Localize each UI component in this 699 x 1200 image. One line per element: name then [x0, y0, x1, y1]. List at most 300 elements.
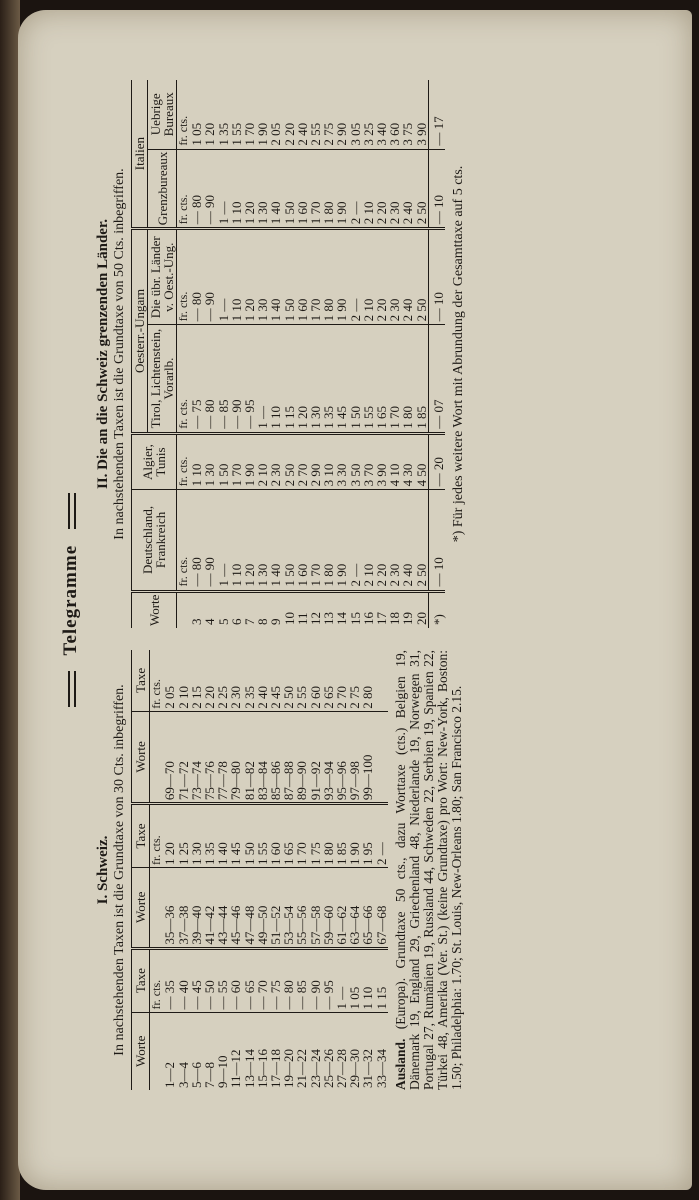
- grenzbureaux-cell: 1 40: [269, 149, 282, 229]
- table-row: [361, 650, 374, 1090]
- taxe-cell: 2 55: [295, 650, 308, 711]
- worte-cell: 55—56: [295, 867, 308, 948]
- oe-other-cell: 2 30: [388, 229, 401, 325]
- section2-subtitle: In nachstehenden Taxen ist die Grundtaxe von 50 Cts. inbegriffen.: [112, 168, 127, 540]
- worte-cell: 33—34: [373, 1049, 389, 1088]
- unit-cell: fr. cts.: [177, 325, 191, 433]
- worte-cell: 83—84: [256, 711, 269, 803]
- worte-cell: 19: [400, 612, 416, 625]
- taxe-cell: 1 30: [190, 804, 203, 868]
- taxe-cell: — 90: [309, 948, 322, 1012]
- worte-cell: 87—88: [282, 711, 295, 803]
- deutschland-cell: 2 10: [362, 490, 375, 591]
- oe-other-cell: 1 20: [243, 229, 256, 325]
- grenzbureaux-cell: 1 30: [256, 149, 269, 229]
- uebrige-cell: 2 75: [322, 80, 335, 149]
- oe-other-cell: — 10: [428, 229, 445, 325]
- oe-other-cell: 1 —: [217, 229, 230, 325]
- uebrige-cell: 3 05: [349, 80, 362, 149]
- taxe-cell: 2 80: [361, 650, 374, 711]
- tirol-cell: — 85: [217, 325, 230, 433]
- worte-cell: 93—94: [322, 711, 335, 803]
- worte-cell: 4: [202, 618, 218, 625]
- taxe-cell: 2 50: [282, 650, 295, 711]
- oe-other-cell: 1 70: [309, 229, 322, 325]
- deutschland-cell: 2 30: [388, 490, 401, 591]
- table-row: [335, 80, 348, 628]
- table-row: [190, 80, 203, 628]
- taxe-cell: 2 —: [375, 804, 388, 868]
- taxe-cell: 1 25: [177, 804, 190, 868]
- tirol-cell: 1 35: [322, 325, 335, 433]
- table-row: [349, 80, 362, 628]
- uebrige-cell: 1 70: [243, 80, 256, 149]
- grenzbureaux-cell: 1 20: [243, 149, 256, 229]
- table-row: [243, 80, 256, 628]
- taxe-cell: — 55: [216, 948, 229, 1012]
- worte-cell: 59—60: [322, 867, 335, 948]
- grenzbureaux-cell: 1 50: [283, 149, 296, 229]
- unit-cell: [150, 1012, 164, 1090]
- uebrige-cell: 3 90: [415, 80, 429, 149]
- uebrige-cell: 3 60: [388, 80, 401, 149]
- table-row: [203, 80, 216, 628]
- deutschland-cell: 1 50: [283, 490, 296, 591]
- worte-cell: 10: [281, 612, 297, 625]
- oe-other-cell: 1 90: [335, 229, 348, 325]
- taxe-cell: 2 15: [190, 650, 203, 711]
- worte-cell: 27—28: [334, 1049, 350, 1088]
- algier-cell: 2 50: [283, 433, 296, 490]
- uebrige-cell: 3 25: [362, 80, 375, 149]
- tirol-cell: — 95: [243, 325, 256, 433]
- tirol-cell: 1 15: [283, 325, 296, 433]
- taxe-cell: 2 10: [177, 650, 190, 711]
- worte-cell: 23—24: [307, 1049, 323, 1088]
- group-oesterreich: Oesterr.-Ungarn: [132, 229, 148, 434]
- taxe-cell: 1 85: [335, 804, 348, 868]
- algier-cell: 2 70: [296, 433, 309, 490]
- worte-cell: *): [428, 591, 445, 628]
- deutschland-cell: 1 —: [217, 490, 230, 591]
- worte-cell: 41—42: [203, 867, 216, 948]
- uebrige-cell: — 17: [428, 80, 445, 149]
- table-row: [256, 80, 269, 628]
- worte-cell: 3—4: [175, 1062, 191, 1088]
- uebrige-cell: 2 20: [283, 80, 296, 149]
- unit-cell: fr. cts.: [177, 229, 191, 325]
- taxe-cell: — 60: [229, 948, 242, 1012]
- uebrige-cell: 1 35: [217, 80, 230, 149]
- worte-cell: 91—92: [309, 711, 322, 803]
- uebrige-cell: 2 40: [296, 80, 309, 149]
- uebrige-cell: 3 40: [375, 80, 388, 149]
- uebrige-cell: 2 90: [335, 80, 348, 149]
- worte-cell: 39—40: [190, 867, 203, 948]
- worte-cell: 5: [215, 618, 231, 625]
- algier-cell: — 20: [428, 433, 445, 490]
- table-row: [309, 80, 322, 628]
- uebrige-cell: 1 05: [190, 80, 203, 149]
- worte-cell: 37—38: [177, 867, 190, 948]
- algier-cell: 2 30: [269, 433, 282, 490]
- worte-cell: 89—90: [295, 711, 308, 803]
- tirol-cell: — 80: [203, 325, 216, 433]
- section2-footnote: *) Für jedes weitere Wort mit Abrundung der Gesamttaxe auf 5 cts.: [451, 165, 467, 543]
- table-row: [309, 650, 322, 1090]
- worte-cell: 15—16: [254, 1049, 270, 1088]
- oe-other-cell: 1 60: [296, 229, 309, 325]
- worte-cell: 17: [374, 612, 390, 625]
- table-header-row: [132, 650, 150, 1090]
- worte-cell: 77—78: [216, 711, 229, 803]
- col-taxe: Taxe: [132, 650, 150, 711]
- worte-cell: 65—66: [361, 867, 374, 948]
- table-row: [388, 80, 401, 628]
- oe-other-cell: 2 10: [362, 229, 375, 325]
- taxe-cell: 2 35: [243, 650, 256, 711]
- oe-other-cell: 1 30: [256, 229, 269, 325]
- worte-cell: 47—48: [243, 867, 256, 948]
- grenzbureaux-cell: 2 40: [401, 149, 414, 229]
- table-row: [296, 80, 309, 628]
- algier-cell: 3 10: [322, 433, 335, 490]
- grenzbureaux-cell: 1 —: [217, 149, 230, 229]
- deutschland-cell: 2 —: [349, 490, 362, 591]
- unit-row: [150, 650, 164, 1090]
- grenzbureaux-cell: 2 50: [415, 149, 429, 229]
- algier-cell: 4 30: [401, 433, 414, 490]
- worte-cell: 18: [387, 612, 403, 625]
- taxe-cell: 1 50: [243, 804, 256, 868]
- tirol-cell: — 07: [428, 325, 445, 433]
- worte-cell: 43—44: [216, 867, 229, 948]
- taxe-cell: 1 —: [335, 948, 348, 1012]
- grenzbureaux-cell: 2 —: [349, 149, 362, 229]
- title-ornament-right: [68, 493, 76, 529]
- taxe-cell: 1 10: [361, 948, 374, 1012]
- unit-cell: fr. cts.: [177, 80, 191, 149]
- oe-other-cell: 1 80: [322, 229, 335, 325]
- algier-cell: 2 90: [309, 433, 322, 490]
- worte-cell: 12: [308, 612, 324, 625]
- taxe-cell: — 70: [256, 948, 269, 1012]
- algier-cell: 1 10: [190, 433, 203, 490]
- taxe-cell: 2 40: [256, 650, 269, 711]
- worte-cell: 6: [228, 618, 244, 625]
- taxe-cell: — 65: [243, 948, 256, 1012]
- group-italien: Italien: [132, 80, 148, 229]
- col-taxe: Taxe: [132, 804, 150, 868]
- worte-cell: 73—74: [190, 711, 203, 803]
- grenzbureaux-cell: — 90: [203, 149, 216, 229]
- algier-cell: 2 10: [256, 433, 269, 490]
- algier-cell: 1 50: [217, 433, 230, 490]
- grenzbureaux-cell: 2 20: [375, 149, 388, 229]
- grenzbureaux-cell: — 10: [428, 149, 445, 229]
- table-row: [243, 650, 256, 1090]
- page-title: [60, 0, 82, 1200]
- taxe-cell: 1 60: [269, 804, 282, 868]
- oe-other-cell: — 80: [190, 229, 203, 325]
- worte-cell: 51—52: [269, 867, 282, 948]
- oe-other-cell: 2 40: [401, 229, 414, 325]
- taxe-cell: 1 80: [322, 804, 335, 868]
- taxe-cell: 1 75: [309, 804, 322, 868]
- tirol-cell: 1 50: [349, 325, 362, 433]
- tirol-cell: 1 65: [375, 325, 388, 433]
- table-row: [177, 650, 190, 1090]
- section1-subtitle: In nachstehenden Taxen ist die Grundtaxe von 30 Cts. inbegriffen.: [112, 684, 127, 1056]
- table-row: [230, 80, 243, 628]
- worte-cell: 19—20: [281, 1049, 297, 1088]
- deutschland-cell: — 10: [428, 490, 445, 591]
- grenzbureaux-cell: 1 60: [296, 149, 309, 229]
- tirol-cell: 1 —: [256, 325, 269, 433]
- worte-cell: 29—30: [347, 1049, 363, 1088]
- grenzbureaux-cell: 1 10: [230, 149, 243, 229]
- unit-cell: fr. cts.: [150, 804, 164, 868]
- table-row: [415, 80, 429, 628]
- unit-cell: fr. cts.: [177, 433, 191, 490]
- tirol-cell: 1 30: [309, 325, 322, 433]
- algier-cell: 1 90: [243, 433, 256, 490]
- table-row: [269, 80, 282, 628]
- title-ornament-left: [68, 671, 76, 707]
- taxe-cell: 1 90: [348, 804, 361, 868]
- taxe-cell: 2 30: [229, 650, 242, 711]
- table-row: [335, 650, 348, 1090]
- table-row: [217, 80, 230, 628]
- ausland-text: (Europa). Grundtaxe 50 cts., dazu Worttaxe (cts.) Belgien 19, Dänemark 19, England 29, Griechenland 48, Niederlande 19, Norwegen 31, Portugal 27, Rumänien 19, Russland 44, Schweden 22, Serbien 19, Spanien 22, Türkei 48, Amerika (Ver. St.) (keine Grundtaxe) pro Wort: New-York, Boston: 1.50; Philadelphia: 1.70; St. Louis, New-Orleans 1.80; San Francisco 2.15.: [392, 649, 464, 1090]
- algier-cell: 3 30: [335, 433, 348, 490]
- worte-cell: 63—64: [348, 867, 361, 948]
- taxe-cell: [375, 650, 388, 711]
- unit-row: [177, 80, 191, 628]
- taxe-cell: — 85: [295, 948, 308, 1012]
- taxe-cell: 1 70: [295, 804, 308, 868]
- unit-cell: fr. cts.: [150, 948, 164, 1012]
- worte-cell: 71—72: [177, 711, 190, 803]
- worte-cell: 69—70: [163, 711, 176, 803]
- taxe-cell: 2 60: [309, 650, 322, 711]
- col-deutschland: Deutschland, Frankreich: [132, 490, 177, 591]
- worte-cell: 57—58: [309, 867, 322, 948]
- worte-cell: 16: [360, 612, 376, 625]
- worte-cell: 53—54: [282, 867, 295, 948]
- deutschland-cell: 1 60: [296, 490, 309, 591]
- worte-cell: 61—62: [335, 867, 348, 948]
- worte-cell: 15: [347, 612, 363, 625]
- worte-cell: 1—2: [162, 1062, 178, 1088]
- taxe-cell: 1 15: [375, 948, 388, 1012]
- grenzbureaux-cell: 1 90: [335, 149, 348, 229]
- tirol-cell: 1 20: [296, 325, 309, 433]
- worte-cell: 8: [255, 618, 271, 625]
- algier-cell: 3 90: [375, 433, 388, 490]
- col-worte: Worte: [132, 1012, 150, 1090]
- worte-cell: 5—6: [188, 1062, 204, 1088]
- tirol-cell: 1 10: [269, 325, 282, 433]
- worte-cell: 13—14: [241, 1049, 257, 1088]
- algier-cell: 1 70: [230, 433, 243, 490]
- taxe-cell: 1 20: [163, 804, 176, 868]
- deutschland-cell: — 90: [203, 490, 216, 591]
- worte-cell: 21—22: [294, 1049, 310, 1088]
- unit-cell: [150, 867, 164, 948]
- grenzbureaux-cell: — 80: [190, 149, 203, 229]
- col-worte: Worte: [132, 591, 177, 628]
- worte-cell: 20: [413, 612, 429, 625]
- unit-cell: [150, 711, 164, 803]
- worte-cell: 31—32: [360, 1049, 376, 1088]
- deutschland-cell: 1 40: [269, 490, 282, 591]
- table-row: [269, 650, 282, 1090]
- table-row: [282, 650, 295, 1090]
- oe-other-cell: 1 40: [269, 229, 282, 325]
- unit-cell: fr. cts.: [177, 490, 191, 591]
- worte-cell: 95—96: [335, 711, 348, 803]
- unit-cell: fr. cts.: [150, 650, 164, 711]
- table-row: [348, 650, 361, 1090]
- uebrige-cell: 1 90: [256, 80, 269, 149]
- oe-other-cell: 1 50: [283, 229, 296, 325]
- taxe-cell: 2 05: [163, 650, 176, 711]
- table-row: [216, 650, 229, 1090]
- grenzbureaux-cell: 2 30: [388, 149, 401, 229]
- table-row: [283, 80, 296, 628]
- deutschland-cell: 1 90: [335, 490, 348, 591]
- table-row: [401, 80, 414, 628]
- worte-cell: 79—80: [229, 711, 242, 803]
- worte-cell: 85—86: [269, 711, 282, 803]
- unit-cell: [177, 591, 191, 628]
- algier-cell: 3 70: [362, 433, 375, 490]
- uebrige-cell: 2 05: [269, 80, 282, 149]
- col-oe-other: Die übr. Länder v. Oest.-Ung.: [148, 229, 177, 325]
- unit-cell: fr. cts.: [177, 149, 191, 229]
- worte-cell: 81—82: [243, 711, 256, 803]
- table-row: [203, 650, 216, 1090]
- uebrige-cell: 2 55: [309, 80, 322, 149]
- section-grenzlaender: [95, 80, 467, 628]
- algier-cell: 1 30: [203, 433, 216, 490]
- deutschland-cell: 2 40: [401, 490, 414, 591]
- table-row: [229, 650, 242, 1090]
- section-schweiz: [95, 650, 464, 1090]
- worte-cell: 14: [334, 612, 350, 625]
- worte-cell: 17—18: [268, 1049, 284, 1088]
- taxe-cell: — 95: [322, 948, 335, 1012]
- oe-other-cell: 2 50: [415, 229, 429, 325]
- worte-cell: 7: [242, 618, 258, 625]
- table-header-row: [132, 80, 148, 628]
- taxe-cell: — 45: [190, 948, 203, 1012]
- table-row: [322, 650, 335, 1090]
- worte-cell: 9—10: [215, 1055, 231, 1088]
- taxe-cell: — 50: [203, 948, 216, 1012]
- taxe-cell: — 35: [163, 948, 176, 1012]
- taxe-cell: 2 75: [348, 650, 361, 711]
- taxe-cell: — 40: [177, 948, 190, 1012]
- taxe-cell: 1 65: [282, 804, 295, 868]
- worte-cell: 13: [321, 612, 337, 625]
- uebrige-cell: 1 55: [230, 80, 243, 149]
- tirol-cell: 1 80: [401, 325, 414, 433]
- table-row: [375, 80, 388, 628]
- ausland-label: Ausland.: [392, 1038, 408, 1090]
- algier-cell: 3 50: [349, 433, 362, 490]
- tirol-cell: — 75: [190, 325, 203, 433]
- table-row: [362, 80, 375, 628]
- taxe-cell: — 75: [269, 948, 282, 1012]
- deutschland-cell: 1 80: [322, 490, 335, 591]
- table-row: [375, 650, 388, 1090]
- worte-cell: 49—50: [256, 867, 269, 948]
- worte-cell: 11: [294, 612, 310, 625]
- deutschland-cell: 2 20: [375, 490, 388, 591]
- oe-other-cell: 1 10: [230, 229, 243, 325]
- worte-cell: 67—68: [375, 867, 388, 948]
- tirol-cell: 1 85: [415, 325, 429, 433]
- col-worte: Worte: [132, 711, 150, 803]
- tirol-cell: 1 45: [335, 325, 348, 433]
- tirol-cell: — 90: [230, 325, 243, 433]
- taxe-cell: 2 70: [335, 650, 348, 711]
- per-word-row: [428, 80, 445, 628]
- taxe-cell: 2 65: [322, 650, 335, 711]
- grenzbureaux-cell: 1 70: [309, 149, 322, 229]
- deutschland-cell: 2 50: [415, 490, 429, 591]
- schweiz-table: [131, 650, 388, 1090]
- taxe-cell: 1 45: [229, 804, 242, 868]
- taxe-cell: 1 55: [256, 804, 269, 868]
- grenzbureaux-cell: 2 10: [362, 149, 375, 229]
- deutschland-cell: 1 20: [243, 490, 256, 591]
- col-uebrige: Uebrige Bureaux: [148, 80, 177, 149]
- table-row: [295, 650, 308, 1090]
- deutschland-cell: 1 30: [256, 490, 269, 591]
- grenzlaender-table: [131, 80, 445, 628]
- uebrige-cell: 1 20: [203, 80, 216, 149]
- worte-cell: 45—46: [229, 867, 242, 948]
- worte-cell: 97—98: [348, 711, 361, 803]
- deutschland-cell: — 80: [190, 490, 203, 591]
- taxe-cell: 1 95: [361, 804, 374, 868]
- title-text: Telegramme: [60, 544, 81, 656]
- deutschland-cell: 1 10: [230, 490, 243, 591]
- grenzbureaux-cell: 1 80: [322, 149, 335, 229]
- table-row: [163, 650, 176, 1090]
- oe-other-cell: 2 —: [349, 229, 362, 325]
- col-tirol: Tirol, Lichtenstein, Vorarlb.: [148, 325, 177, 433]
- table-row: [256, 650, 269, 1090]
- algier-cell: 4 50: [415, 433, 429, 490]
- worte-cell: 3: [189, 618, 205, 625]
- col-taxe: Taxe: [132, 948, 150, 1012]
- uebrige-cell: 3 75: [401, 80, 414, 149]
- section2-title: II. Die an die Schweiz grenzenden Länder.: [95, 219, 111, 490]
- taxe-cell: — 80: [282, 948, 295, 1012]
- worte-cell: 11—12: [228, 1049, 244, 1088]
- oe-other-cell: 2 20: [375, 229, 388, 325]
- col-worte: Worte: [132, 867, 150, 948]
- taxe-cell: 2 45: [269, 650, 282, 711]
- col-grenzbureaux: Grenzbureaux: [148, 149, 177, 229]
- worte-cell: 99—100: [361, 711, 374, 803]
- worte-cell: [375, 711, 388, 803]
- oe-other-cell: — 90: [203, 229, 216, 325]
